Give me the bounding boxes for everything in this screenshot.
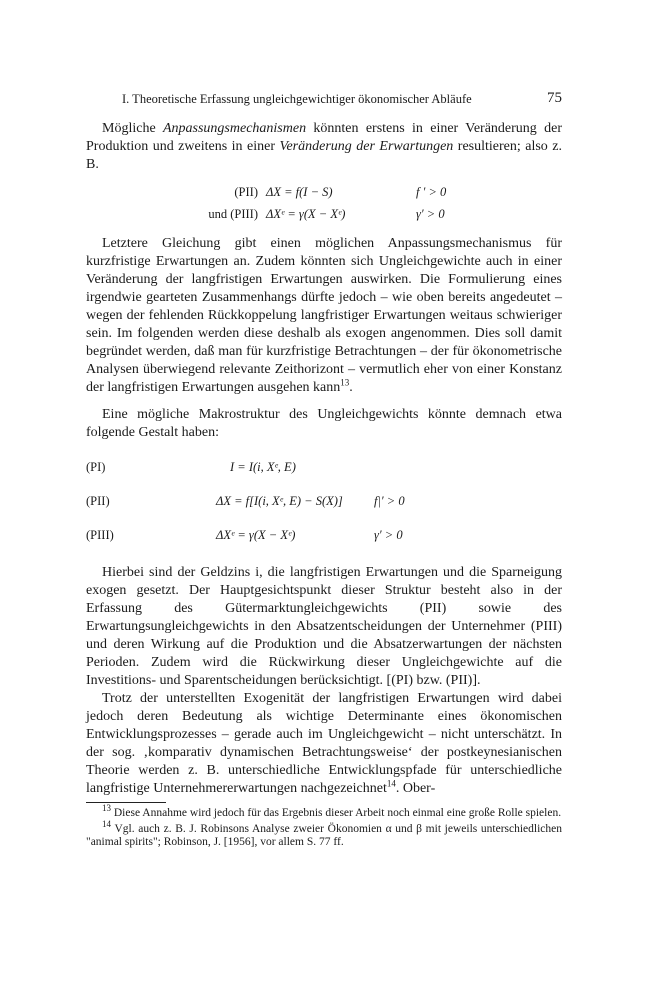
running-title: I. Theoretische Erfassung ungleichgewichtiger ökonomischer Abläufe [122,92,472,106]
footnote-number: 13 [102,803,111,814]
footnote-ref-13: 13 [340,377,350,388]
emphasis-anpassungsmechanismen: Anpassungsmechanismen [162,121,307,136]
equation-label: (PII) [234,185,258,199]
page-number: 75 [547,90,562,106]
equation-row [86,494,562,514]
footnote-separator [86,802,166,803]
equation-condition: f|′ > 0 [374,494,405,508]
paragraph-5: Trotz der unterstellten Exogenität der langfristigen Erwartungen wird dabei jedoch deren Bedeutung als wichtige Determinante eines ökonomischen Entwicklungsprozesses – gerade auch im Ungleichgewicht – nicht unterschätzt. In der sog. ‚komparativ dynamischen Betrachtungsweise‘ der postkeynesianischen Theorie werden z. B. unterschiedliche Entwicklungspfade für unterschiedliche langfristige Unternehmererwartungen nachgezeichnet$^{14}$. Ober- [86,691,562,796]
footnote-text: Vgl. auch z. B. J. Robinsons Analyse zweier Ökonomien α und β mit jeweils unterschiedlichen "animal spirits"; Robinson, J. [1956], vor allem S. 77 ff. [86,823,562,848]
equation-expression: I = I(i, Xᵉ, E) [230,460,296,474]
equation-row [86,460,562,480]
running-header [86,90,562,112]
equation-label: (PI) [86,460,106,474]
paragraph-4: Hierbei sind der Geldzins i, die langfristigen Erwartungen und die Sparneigung exogen gesetzt. Der Hauptgesichtspunkt dieser Struktur besteht also in der Erfassung des Gütermarktungleichgewichts (PII) sowie des Erwartungsungleichgewichts in den Absatzentscheidungen der Unternehmer (PIII) und deren Wirkung auf die Produktion und die Absatzerwartungen der nächsten Perioden. Zudem wird die Rückwirkung dieser Ungleichgewichte auf die Investitions- und Sparentscheidungen berücksichtigt. [(PI) bzw. (PII)]. [86,565,562,688]
emphasis-veraenderung-erwartungen: Veränderung der Erwartungen [279,139,454,154]
equation-condition: γ′ > 0 [374,528,403,542]
footnote-text: Diese Annahme wird jedoch für das Ergebnis dieser Arbeit noch einmal eine große Rolle spielen. [111,807,562,819]
equation-label: (PII) [86,494,110,508]
footnote-ref-14: 14 [386,778,396,789]
equation-row [86,207,562,227]
equation-condition: f ′ > 0 [416,185,447,199]
equation-set-2 [86,442,562,558]
paragraph-3: Eine mögliche Makrostruktur des Ungleichgewichts könnte demnach etwa folgende Gestalt haben: [86,407,562,440]
page [86,90,562,849]
paragraph-2: Letztere Gleichung gibt einen möglichen Anpassungsmechanismus für kurzfristige Erwartungen an. Zudem könnten sich Ungleichgewichte auch in einer Veränderung der langfristigen Erwartungen auswirken. Die Formulierung eines irgendwie gearteten Zusammenhangs dürfte jedoch – wie oben bereits angedeutet – wegen der fehlenden Rückkoppelung langfristiger Erwartungen weitaus schwieriger sein. Im folgenden werden diese deshalb als exogen angenommen. Dies soll damit begründet werden, daß man für kurzfristige Betrachtungen – der für ökonometrische Analysen überwiegend relevante Zeithorizont – vermutlich eher von einer Konstanz der langfristigen Erwartungen ausgehen kann$^{13}$. [86,236,562,395]
equation-label: (PIII) [86,528,114,542]
footnote-14 [86,819,562,849]
footnote-number: 14 [102,819,111,830]
paragraph-1: Mögliche Anpassungsmechanismen könnten erstens in einer Veränderung der Produktion und zweitens in einer Veränderung der Erwartungen resultieren; also z. B. [86,121,563,172]
equation-expression: ΔXᵉ = γ(X − Xᵉ) [266,207,346,221]
equation-set-1 [86,181,562,227]
equation-row [86,185,562,205]
equation-condition: γ′ > 0 [416,207,445,221]
equation-expression: ΔXᵉ = γ(X − Xᵉ) [216,528,296,542]
equation-expression: ΔX = f(I − S) [266,185,333,199]
equation-label: und (PIII) [208,207,258,221]
equation-row [86,528,562,548]
equation-expression: ΔX = f[I(i, Xᵉ, E) − S(X)] [216,494,343,508]
footnote-13 [86,803,562,820]
